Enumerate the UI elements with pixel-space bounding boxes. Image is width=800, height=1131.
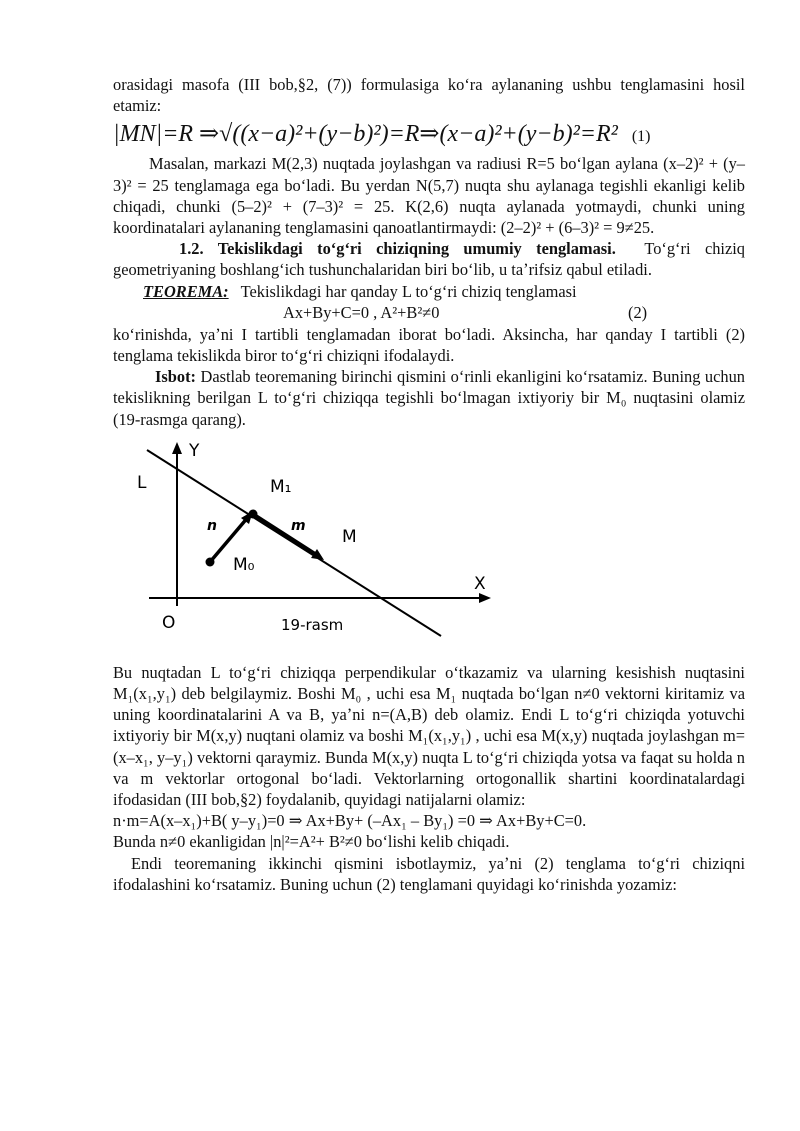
label-X: X (474, 573, 486, 594)
point-M0 (206, 557, 215, 566)
label-Y: Y (189, 440, 200, 461)
equation-general-line: Ax+By+C=0 , A²+B²≠0 (283, 302, 440, 322)
paragraph-norm: Bunda n≠0 ekanligidan |n|²=A²+ B²≠0 boʻlishi kelib chiqadi. (113, 832, 510, 852)
paragraph-intro: orasidagi masofa (III bob,§2, (7)) formulasiga koʻra aylananing ushbu tenglamasini hosil etamiz: (113, 75, 745, 116)
point-M1 (249, 509, 258, 518)
theorem-text: Tekislikdagi har qanday L toʻgʻri chiziq tenglamasi (240, 281, 577, 301)
proof-text: Dastlab teoremaning birinchi qismini oʻrinli ekanligini koʻrsatamiz. Buning uchun tekislikning berilgan L toʻgʻri chiziqqa tegishli boʻlmagan ixtiyoriy bir M₀ nuqtasini olamiz (19-rasmga qarang). (113, 367, 745, 429)
paragraph-theorem (113, 281, 745, 302)
label-M: M (342, 526, 357, 547)
label-n: n (207, 517, 217, 534)
equation-line-2 (113, 302, 745, 324)
paragraph-proof (113, 366, 745, 430)
section-text: Toʻgʻri chiziq geometriyaning boshlangʻich tushunchalaridan biri boʻlib, u taʼrifsiz qabul etiladi. (113, 239, 745, 280)
figure-diagram (113, 438, 745, 650)
proof-label: Isbot: (155, 367, 196, 387)
equation-derivation: n·m=A(x–x₁)+B( y–y₁)=0 ⇒ Ax+By+ (–Ax₁ – By₁) =0 ⇒ Ax+By+C=0. (113, 811, 587, 831)
paragraph-second-part: Endi teoremaning ikkinchi qismini isbotlaymiz, yaʼni (2) tenglama toʻgʻri chiziqni ifodalashini koʻrsatamiz. Buning uchun (2) tenglamani quyidagi koʻrinishda yozamiz: (113, 853, 745, 894)
label-M1: M₁ (270, 476, 292, 497)
figure-caption: 19-rasm (281, 615, 344, 634)
label-m: m (291, 517, 306, 534)
section-title: 1.2. Tekislikdagi toʻgʻri chiziqning umumiy tenglamasi. (179, 239, 616, 259)
figure-19 (113, 438, 745, 650)
page-content (113, 74, 745, 895)
line-L (147, 450, 441, 636)
equation-number-2: (2) (628, 302, 648, 322)
paragraph-construction: Bu nuqtadan L toʻgʻri chiziqqa perpendikular oʻtkazamiz va ularning kesishish nuqtasini M₁(x₁,y₁) deb belgilaymiz. Boshi M₀ , uchi esa M₁ nuqtada boʻlgan n≠0 vektorni kiritamiz va uning koordinatalarini A va B, yaʼni n=(A,B) deb olamiz. Endi L toʻgʻri chiziqda yotuvchi ixtiyoriy bir M(x,y) nuqtani olamiz va boshi M₁(x₁,y₁) , uchi esa M(x,y) nuqtada joylashgan m=(x–x₁, y–y₁) vektorni qaraymiz. Bunda M(x,y) nuqta L toʻgʻri chiziqda yotsa va faqat su holda n va m vektorlar ortogonal boʻladi. Vektorlarning ortogonallik shartini koordinatalardagi ifodasidan (III bob,§2) foydalanib, quyidagi natijalarni olamiz: (113, 662, 745, 810)
vector-m (253, 514, 317, 555)
formula-circle-text: |MN|=R ⇒√((x−a)²+(y−b)²)=R⇒(x−a)²+(y−b)²=R² (113, 121, 618, 148)
label-L: L (137, 472, 147, 493)
formula-circle-equation (113, 118, 745, 153)
label-M0: M₀ (233, 554, 255, 575)
y-axis-arrow (172, 442, 182, 454)
paragraph-example: Masalan, markazi M(2,3) nuqtada joylashgan va radiusi R=5 boʻlgan aylana (x–2)² + (y–3)² = 25 tenglamaga ega boʻladi. Bu yerdan N(5,7) nuqta shu aylanaga tegishli ekanligi kelib chiqadi, chunki (5–2)² + (7–3)² = 25. K(2,6) nuqta aylanada yotmaydi, chunki uning koordinatalari aylananing tenglamasini qanoatlantirmaydi: (2–2)² + (6–3)² = 9≠25. (113, 154, 745, 238)
formula-number-1: (1) (631, 128, 651, 146)
paragraph-section (113, 238, 745, 280)
paragraph-theorem-cont: koʻrinishda, yaʼni I tartibli tenglamadan iborat boʻladi. Aksincha, har qanday I tartibli (2) tenglama tekislikda biror toʻgʻri chiziqni ifodalaydi. (113, 324, 745, 366)
theorem-label: TEOREMA: (143, 281, 229, 301)
x-axis-arrow (479, 593, 491, 603)
label-O: O (162, 612, 176, 633)
